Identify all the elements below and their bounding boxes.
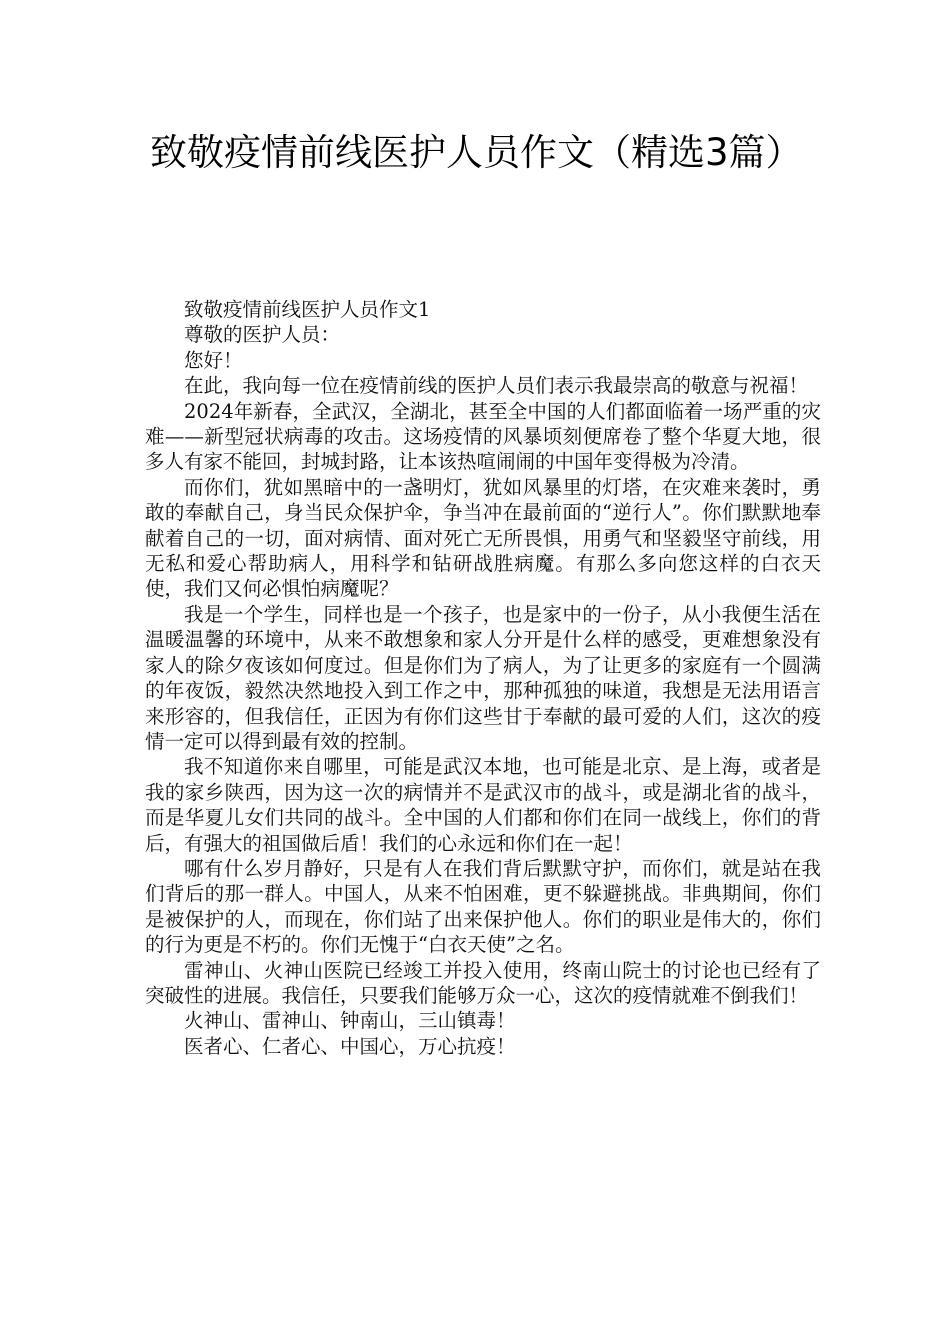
paragraph: 哪有什么岁月静好，只是有人在我们背后默默守护，而你们，就是站在我们背后的那一群人。中国人，从来不怕困难，更不躲避挑战。非典期间，你们是被保护的人，而现在，你们站了出来保护他人。你们的职业是伟大的，你们的行为更是不朽的。你们无愧于“白衣天使”之名。 bbox=[145, 856, 821, 957]
paragraph: 雷神山、火神山医院已经竣工并投入使用，终南山院士的讨论也已经有了突破性的进展。我信任，只要我们能够万众一心，这次的疫情就难不倒我们！ bbox=[145, 958, 821, 1007]
paragraph: 在此，我向每一位在疫情前线的医护人员们表示我最崇高的敬意与祝福！ bbox=[184, 374, 809, 398]
salutation: 尊敬的医护人员： bbox=[184, 323, 341, 347]
essay-heading: 致敬疫情前线医护人员作文1 bbox=[184, 298, 431, 321]
paragraph: 我不知道你来自哪里，可能是武汉本地，也可能是北京、是上海，或者是我的家乡陕西，因为这一次的病情并不是武汉市的战斗，或是湖北省的战斗，而是华夏儿女们共同的战斗。全中国的人们都和你们在同一战线上，你们的背后，有强大的祖国做后盾！我们的心永远和你们在一起！ bbox=[145, 755, 821, 855]
slogan-line: 火神山、雷神山、钟南山，三山镇毒！ bbox=[184, 1009, 516, 1033]
paragraph: 2024年新春，全武汉，全湖北，甚至全中国的人们都面临着一场严重的灾难——新型冠状病毒的攻击。这场疫情的风暴顷刻便席卷了整个华夏大地，很多人有家不能回，封城封路，让本该热喧闹闹的中国年变得极为冷清。 bbox=[145, 399, 821, 474]
slogan-line: 医者心、仁者心、中国心，万心抗疫！ bbox=[184, 1034, 516, 1058]
greeting: 您好！ bbox=[184, 348, 243, 372]
paragraph: 而你们，犹如黑暗中的一盏明灯，犹如风暴里的灯塔，在灾难来袭时，勇敢的奉献自己，身当民众保护伞，争当冲在最前面的“逆行人”。你们默默地奉献着自己的一切，面对病情、面对死亡无所畏惧，用勇气和坚毅坚守前线，用无私和爱心帮助病人，用科学和钻研战胜病魔。有那么多向您这样的白衣天使，我们又何必惧怕病魔呢？ bbox=[145, 475, 821, 601]
document-body bbox=[145, 297, 821, 1059]
paragraph: 我是一个学生，同样也是一个孩子，也是家中的一份子，从小我便生活在温暖温馨的环境中，从来不敢想象和家人分开是什么样的感受，更难想象没有家人的除夕夜该如何度过。但是你们为了病人，为了让更多的家庭有一个圆满的年夜饭，毅然决然地投入到工作之中，那种孤独的味道，我想是无法用语言来形容的，但我信任，正因为有你们这些甘于奉献的最可爱的人们，这次的疫情一定可以得到最有效的控制。 bbox=[145, 602, 821, 753]
document-title: 致敬疫情前线医护人员作文（精选3篇） bbox=[150, 131, 803, 174]
